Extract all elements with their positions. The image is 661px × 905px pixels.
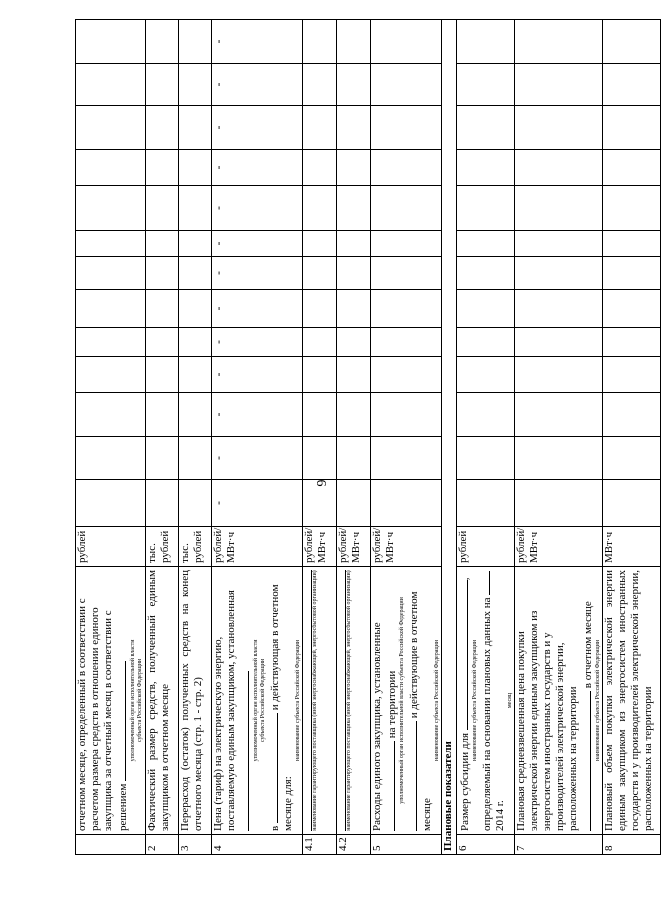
month-cell	[179, 328, 212, 357]
month-cell: -	[212, 64, 303, 106]
table-row	[515, 20, 603, 855]
row-number: 2	[146, 835, 179, 855]
month-cell	[146, 393, 179, 437]
month-cell	[179, 480, 212, 527]
month-cell	[337, 257, 371, 290]
row-unit: рублей/ МВт·ч	[212, 527, 303, 567]
month-cell	[457, 393, 515, 437]
month-cell	[146, 64, 179, 106]
row-description: Размер субсидии для , наименование субъекта Российской Федерации определяемый на основании плановых данных на 2014 г. месяц	[457, 567, 515, 835]
month-cell	[371, 20, 442, 64]
month-cell	[457, 328, 515, 357]
month-cell	[146, 290, 179, 328]
month-cell	[303, 437, 337, 480]
month-cell	[515, 150, 603, 186]
month-cell	[603, 231, 661, 257]
month-cell	[457, 290, 515, 328]
rotated-table-container	[75, 20, 654, 855]
month-cell: -	[212, 357, 303, 393]
month-cell	[179, 257, 212, 290]
month-cell	[603, 328, 661, 357]
month-cell	[179, 20, 212, 64]
month-cell	[76, 106, 146, 150]
month-cell: -	[212, 186, 303, 231]
row-number: 4	[212, 835, 303, 855]
month-cell	[146, 257, 179, 290]
row-unit: рублей	[76, 527, 146, 567]
month-cell	[457, 480, 515, 527]
month-cell	[179, 150, 212, 186]
month-cell	[371, 106, 442, 150]
row-number: 8	[603, 835, 661, 855]
table-row	[337, 20, 371, 855]
row-unit: рублей/ МВт·ч	[337, 527, 371, 567]
month-cell	[76, 290, 146, 328]
month-cell	[371, 328, 442, 357]
month-cell	[303, 64, 337, 106]
month-cell: -	[212, 106, 303, 150]
month-cell	[515, 20, 603, 64]
row-number	[76, 835, 146, 855]
month-cell	[146, 150, 179, 186]
month-cell	[457, 437, 515, 480]
month-cell	[515, 328, 603, 357]
month-cell	[603, 290, 661, 328]
month-cell	[76, 64, 146, 106]
table-row	[146, 20, 179, 855]
row-description: Плановый объем покупки электрической энергии единым закупщиком из энергосистем иностранных государств и у производителей электрической энергии, расположенных на территории	[603, 567, 661, 835]
month-cell	[76, 437, 146, 480]
month-cell	[457, 257, 515, 290]
row-description: Плановая средневзвешенная цена покупки электрической энергии единым закупщиком из энергосистем иностранных государств и у производителей электрической энергии, расположенных на территории в отчетном месяце наименование субъекта Российской Федерации	[515, 567, 603, 835]
month-cell	[76, 20, 146, 64]
table-row	[457, 20, 515, 855]
month-cell	[303, 150, 337, 186]
month-cell: -	[212, 290, 303, 328]
row-description: наименование гарантирующего поставщика (иной энергоснабжающей, энергосбытовой организации)	[303, 567, 337, 835]
row-unit: тыс. рублей	[146, 527, 179, 567]
month-cell	[337, 150, 371, 186]
month-cell	[303, 290, 337, 328]
table-row	[371, 20, 442, 855]
month-cell	[179, 106, 212, 150]
month-cell	[371, 150, 442, 186]
month-cell	[303, 328, 337, 357]
row-description: Цена (тариф) на электрическую энергию, поставляемую единым закупщиком, установленная уполномоченный орган исполнительной власти субъекта Российской Федерации в и действующая в отчетном месяце для: наименование субъекта Российской Федерации	[212, 567, 303, 835]
month-cell	[515, 437, 603, 480]
month-cell	[337, 186, 371, 231]
row-number: 6	[457, 835, 515, 855]
month-cell	[337, 437, 371, 480]
month-cell	[337, 231, 371, 257]
month-cell	[146, 20, 179, 64]
month-cell	[76, 231, 146, 257]
month-cell	[337, 20, 371, 64]
month-cell: -	[212, 480, 303, 527]
month-cell	[303, 106, 337, 150]
month-cell	[457, 231, 515, 257]
month-cell: -	[212, 257, 303, 290]
row-unit: рублей/ МВт·ч	[303, 527, 337, 567]
month-cell	[603, 437, 661, 480]
month-cell	[515, 290, 603, 328]
page-number: 6	[313, 479, 328, 487]
month-cell	[515, 64, 603, 106]
row-unit: тыс. рублей	[179, 527, 212, 567]
month-cell	[146, 328, 179, 357]
month-cell	[179, 186, 212, 231]
month-cell	[515, 257, 603, 290]
month-cell	[371, 437, 442, 480]
row-number: 4.1	[303, 835, 337, 855]
month-cell	[337, 480, 371, 527]
month-cell	[76, 357, 146, 393]
row-unit: рублей	[457, 527, 515, 567]
month-cell	[179, 290, 212, 328]
month-cell: -	[212, 328, 303, 357]
month-cell	[76, 480, 146, 527]
row-description: отчетном месяце, определенный в соответствии с расчетом размера средств в отношении единого закупщика за отчетный месяц в соответствии с решением уполномоченный орган исполнительной власти субъекта Российской Федерации	[76, 567, 146, 835]
table-row	[179, 20, 212, 855]
month-cell	[303, 20, 337, 64]
month-cell	[515, 186, 603, 231]
month-cell	[603, 257, 661, 290]
month-cell	[337, 64, 371, 106]
month-cell	[457, 150, 515, 186]
month-cell	[76, 393, 146, 437]
row-unit: рублей/ МВт·ч	[371, 527, 442, 567]
month-cell	[603, 20, 661, 64]
month-cell	[371, 393, 442, 437]
month-cell	[337, 393, 371, 437]
table-row	[212, 20, 303, 855]
month-cell	[146, 231, 179, 257]
month-cell	[371, 231, 442, 257]
month-cell	[146, 437, 179, 480]
month-cell	[603, 393, 661, 437]
month-cell: -	[212, 20, 303, 64]
month-cell	[146, 186, 179, 231]
month-cell	[515, 393, 603, 437]
row-description: Фактический размер средств, полученный единым закупщиком в отчетном месяце	[146, 567, 179, 835]
month-cell	[457, 106, 515, 150]
month-cell	[515, 106, 603, 150]
month-cell	[146, 106, 179, 150]
month-cell	[303, 480, 337, 527]
table-row	[303, 20, 337, 855]
month-cell	[76, 257, 146, 290]
month-cell	[457, 64, 515, 106]
section-title: Плановые показатели	[442, 20, 457, 855]
month-cell	[337, 106, 371, 150]
month-cell	[603, 106, 661, 150]
month-cell	[457, 357, 515, 393]
row-description: Перерасход (остаток) полученных средств на конец отчетного месяца (стр. 1 - стр. 2)	[179, 567, 212, 835]
month-cell	[515, 480, 603, 527]
month-cell	[371, 290, 442, 328]
row-number: 5	[371, 835, 442, 855]
month-cell	[146, 480, 179, 527]
month-cell	[179, 231, 212, 257]
month-cell	[371, 186, 442, 231]
row-number: 4.2	[337, 835, 371, 855]
month-cell	[76, 150, 146, 186]
row-number: 3	[179, 835, 212, 855]
row-number: 7	[515, 835, 603, 855]
row-unit: рублей/ МВт·ч	[515, 527, 603, 567]
month-cell	[457, 20, 515, 64]
month-cell	[337, 357, 371, 393]
month-cell: -	[212, 393, 303, 437]
month-cell	[76, 328, 146, 357]
month-cell	[371, 480, 442, 527]
month-cell	[371, 257, 442, 290]
month-cell	[337, 290, 371, 328]
section-header-row	[442, 20, 457, 855]
month-cell	[76, 186, 146, 231]
month-cell	[146, 357, 179, 393]
row-description: наименование гарантирующего поставщика (иной энергоснабжающей, энергосбытовой организации)	[337, 567, 371, 835]
month-cell	[603, 64, 661, 106]
month-cell	[303, 186, 337, 231]
month-cell	[515, 231, 603, 257]
month-cell	[179, 437, 212, 480]
row-description: Расходы единого закупщика, установленные на территории уполномоченный орган исполнительной власти субъекта Российской Федерации и действующие в отчетном месяце наименование субъекта Российской Федерации	[371, 567, 442, 835]
month-cell	[603, 150, 661, 186]
month-cell	[515, 357, 603, 393]
month-cell: -	[212, 231, 303, 257]
table-row	[76, 20, 146, 855]
month-cell	[303, 231, 337, 257]
month-cell	[179, 393, 212, 437]
month-cell	[337, 328, 371, 357]
month-cell	[371, 64, 442, 106]
month-cell	[303, 357, 337, 393]
month-cell	[603, 480, 661, 527]
month-cell	[179, 357, 212, 393]
month-cell	[303, 393, 337, 437]
table-row	[603, 20, 661, 855]
month-cell	[603, 186, 661, 231]
month-cell	[603, 357, 661, 393]
month-cell	[303, 257, 337, 290]
month-cell	[371, 357, 442, 393]
month-cell: -	[212, 437, 303, 480]
month-cell	[179, 64, 212, 106]
month-cell: -	[212, 150, 303, 186]
month-cell	[457, 186, 515, 231]
row-unit: МВт·ч	[603, 527, 661, 567]
report-table	[75, 19, 661, 855]
table-body	[76, 20, 661, 855]
